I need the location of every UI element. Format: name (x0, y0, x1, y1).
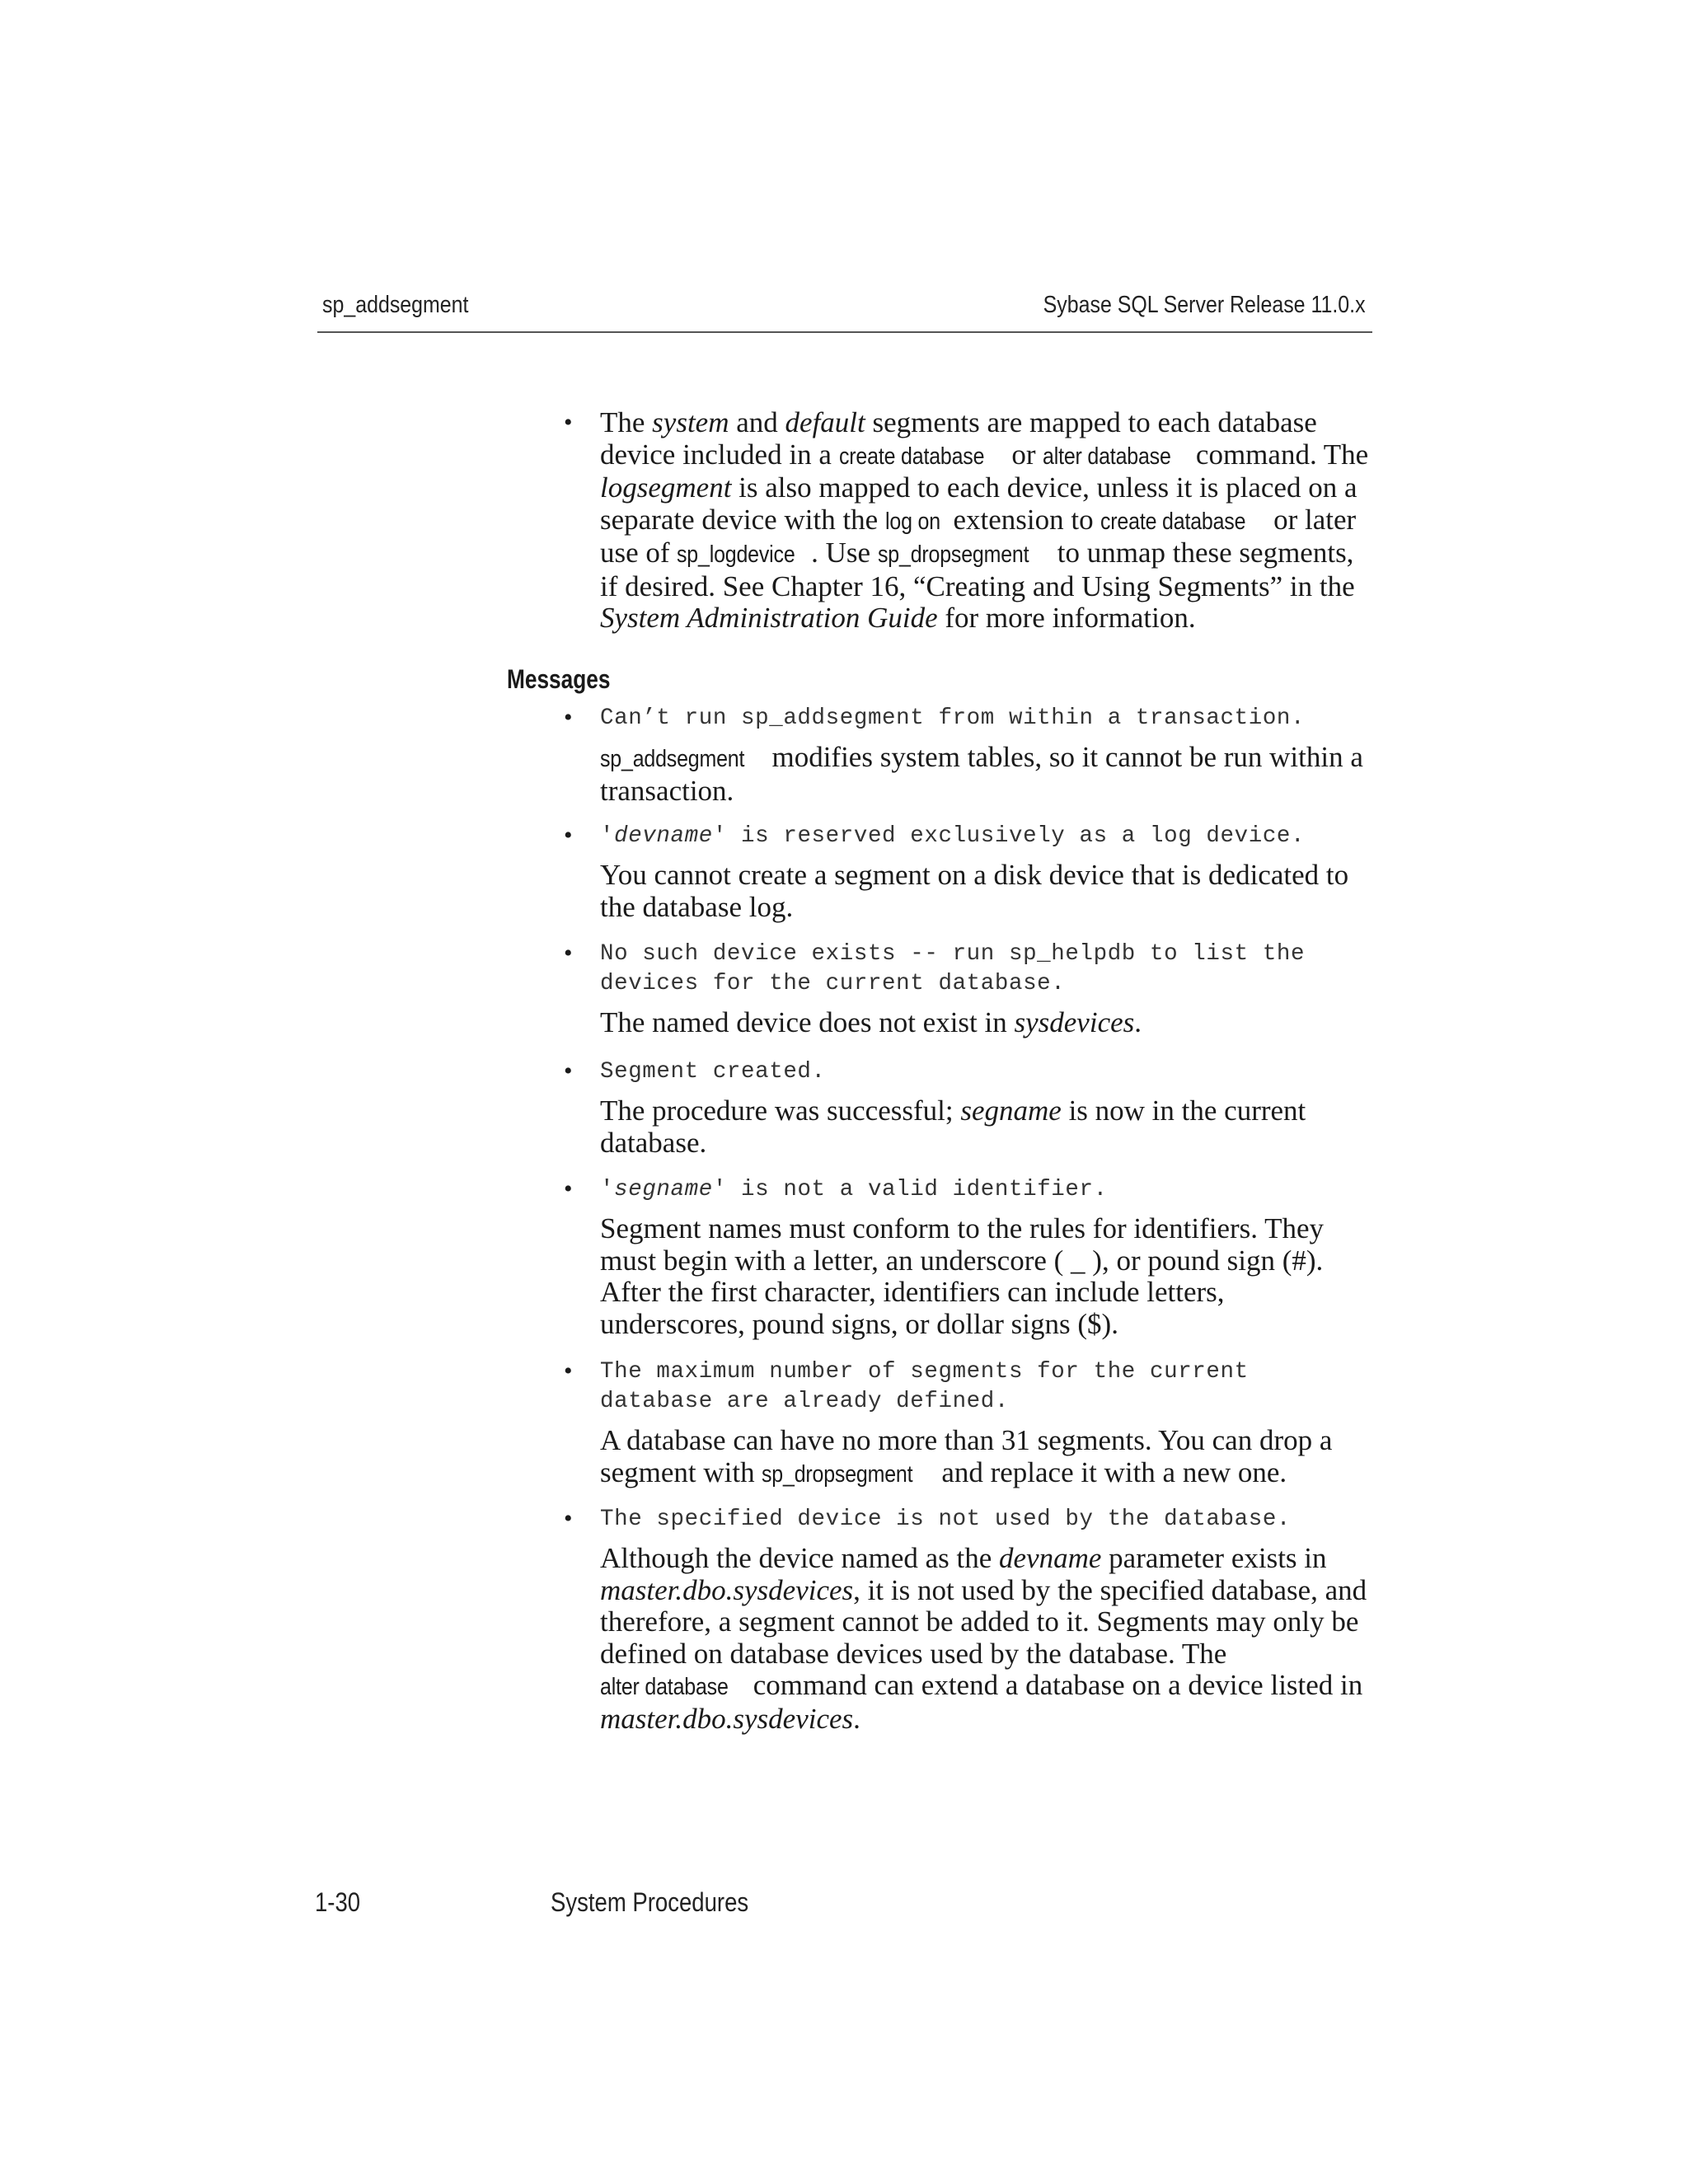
message-code: Segment created. (600, 1059, 826, 1085)
term-master-dbo-sysdevices: master.dbo.sysdevices (600, 1702, 854, 1735)
command-create-database-2: create database (1100, 508, 1246, 535)
message-description: You cannot create a segment on a disk device that is dedicated to the database log. (600, 859, 1349, 923)
bullet-icon: • (564, 1175, 573, 1202)
footer-page-number: 1-30 (315, 1887, 361, 1917)
message-description: The named device does not exist in sysdevices. (600, 1006, 1142, 1038)
term-master-dbo-sysdevices: master.dbo.sysdevices (600, 1573, 854, 1606)
message-item (564, 1505, 1375, 1735)
message-item (564, 1175, 1375, 1340)
guide-title: System Administration Guide (600, 602, 938, 634)
message-item (564, 704, 1375, 807)
message-description: Although the device named as the devname parameter exists in master.dbo.sysdevices, it is not used by the specified database, and therefore, a segment cannot be added to it. Segments may only be defined on database devices used by the database. The alter database command can extend a database on a device listed in master.dbo.sysdevices. (600, 1542, 1367, 1735)
message-description: A database can have no more than 31 segments. You can drop a segment with sp_dropsegment and replace it with a new one. (600, 1425, 1375, 1490)
message-description: The procedure was successful; segname is now in the current database. (600, 1094, 1306, 1159)
footer-book-title: System Procedures (551, 1887, 749, 1917)
term-system: system (652, 406, 729, 438)
message-description: sp_addsegment modifies system tables, so it cannot be run within a transaction. (600, 741, 1363, 807)
command-log-on: log on (884, 508, 940, 535)
term-segname: segname (960, 1094, 1062, 1127)
bullet-icon: • (564, 940, 573, 967)
bullet-icon: • (564, 1505, 573, 1532)
message-code: The maximum number of segments for the current database are already defined. (600, 1359, 1249, 1414)
bullet-icon: • (564, 409, 573, 436)
term-devname: devname (999, 1542, 1102, 1574)
message-item (564, 940, 1375, 1039)
code-variable-devname: devname (614, 823, 713, 849)
bullet-icon: • (564, 1357, 573, 1385)
command-alter-database: alter database (600, 1674, 729, 1700)
message-code: 'devname' is reserved exclusively as a log device. (600, 823, 1306, 849)
message-code: 'segname' is not a valid identifier. (600, 1177, 1108, 1202)
message-item (564, 1057, 1375, 1159)
term-default: default (785, 406, 865, 438)
message-code: The specified device is not used by the database. (600, 1507, 1292, 1532)
header-procedure-name: sp_addsegment (322, 292, 469, 318)
header-product-release: Sybase SQL Server Release 11.0.x (1043, 292, 1366, 318)
bullet-icon: • (564, 822, 573, 849)
term-sysdevices: sysdevices (1014, 1006, 1135, 1038)
message-item (564, 822, 1375, 923)
command-create-database: create database (838, 443, 984, 470)
term-logsegment: logsegment (600, 471, 732, 504)
command-sp-dropsegment: sp_dropsegment (762, 1460, 913, 1488)
code-variable-segname: segname (614, 1177, 713, 1202)
command-sp-addsegment: sp_addsegment (600, 746, 745, 772)
message-code: Can’t run sp_addsegment from within a transaction. (600, 705, 1306, 731)
command-alter-database: alter database (1043, 443, 1171, 470)
intro-bullet-item (564, 406, 1375, 635)
command-sp-dropsegment: sp_dropsegment (877, 541, 1029, 568)
message-code: No such device exists -- run sp_helpdb to list the devices for the current database. (600, 941, 1306, 996)
running-header (317, 288, 1372, 333)
command-sp-logdevice: sp_logdevice (677, 541, 795, 568)
message-description: Segment names must conform to the rules for identifiers. They must begin with a letter, an underscore ( _ ), or pound sign (#). After the first character, identifiers can include letters, underscores, pound signs, or dollar signs ($). (600, 1212, 1325, 1340)
intro-text: The system and default segments are mapped to each database device included in a create database or alter database command. The logsegment is also mapped to each device, unless it is placed on a separate device with the log on extension to create database or later use of sp_logdevice . Use sp_dropsegment to unmap these segments, if desired. See Chapter 16, “Creating and Using Segments” in the System Administration Guide for more information. (600, 406, 1369, 634)
bullet-icon: • (564, 704, 573, 731)
messages-heading: Messages (507, 664, 611, 694)
message-item (564, 1357, 1375, 1490)
bullet-icon: • (564, 1057, 573, 1085)
